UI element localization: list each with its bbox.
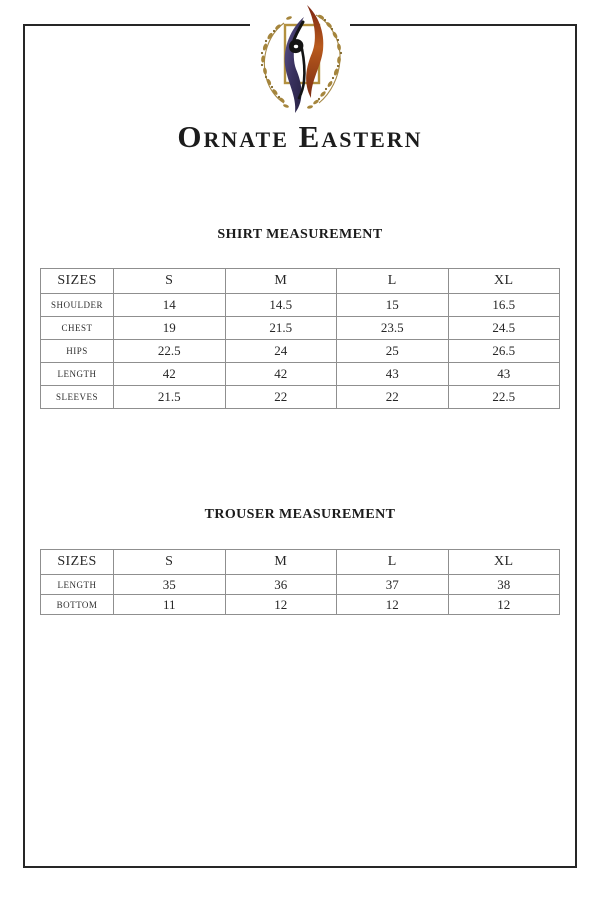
column-header-sizes: SIZES [41,550,114,575]
ornate-eastern-emblem-icon [253,3,347,115]
table-row-hips [41,340,560,363]
row-label: SHOULDER [41,294,114,317]
column-header-s: S [114,269,226,294]
row-label: LENGTH [41,363,114,386]
column-header-xl: XL [448,550,560,575]
size-value: 24 [225,340,337,363]
column-header-m: M [225,269,337,294]
size-value: 24.5 [448,317,560,340]
size-value: 42 [225,363,337,386]
row-label: SLEEVES [41,386,114,409]
size-value: 19 [114,317,226,340]
size-value: 14.5 [225,294,337,317]
size-value: 23.5 [337,317,449,340]
size-value: 43 [448,363,560,386]
table-row-sleeves [41,386,560,409]
table-row-chest [41,317,560,340]
trouser-table-header-row [41,550,560,575]
table-row-shoulder [41,294,560,317]
shirt-measurement-table [40,268,560,409]
size-value: 42 [114,363,226,386]
brand-logo [250,3,350,119]
shirt-section-title: SHIRT MEASUREMENT [217,227,383,242]
size-value: 21.5 [114,386,226,409]
size-value: 22.5 [448,386,560,409]
column-header-m: M [225,550,337,575]
size-value: 11 [114,595,226,615]
size-value: 15 [337,294,449,317]
size-value: 36 [225,575,337,595]
size-value: 16.5 [448,294,560,317]
size-value: 43 [337,363,449,386]
size-value: 22.5 [114,340,226,363]
column-header-l: L [337,550,449,575]
size-value: 12 [337,595,449,615]
column-header-s: S [114,550,226,575]
size-value: 37 [337,575,449,595]
shirt-table-header-row [41,269,560,294]
size-value: 14 [114,294,226,317]
column-header-l: L [337,269,449,294]
row-label: LENGTH [41,575,114,595]
table-row-length [41,363,560,386]
brand-name: Ornate Eastern [177,119,423,154]
column-header-xl: XL [448,269,560,294]
table-row-length [41,575,560,595]
row-label: BOTTOM [41,595,114,615]
size-value: 38 [448,575,560,595]
trouser-section-title: TROUSER MEASUREMENT [204,507,396,522]
size-value: 22 [337,386,449,409]
size-value: 12 [448,595,560,615]
row-label: CHEST [41,317,114,340]
size-value: 21.5 [225,317,337,340]
size-value: 25 [337,340,449,363]
trouser-measurement-table [40,549,560,615]
column-header-sizes: SIZES [41,269,114,294]
size-value: 26.5 [448,340,560,363]
size-value: 22 [225,386,337,409]
size-value: 12 [225,595,337,615]
table-row-bottom [41,595,560,615]
row-label: HIPS [41,340,114,363]
size-value: 35 [114,575,226,595]
